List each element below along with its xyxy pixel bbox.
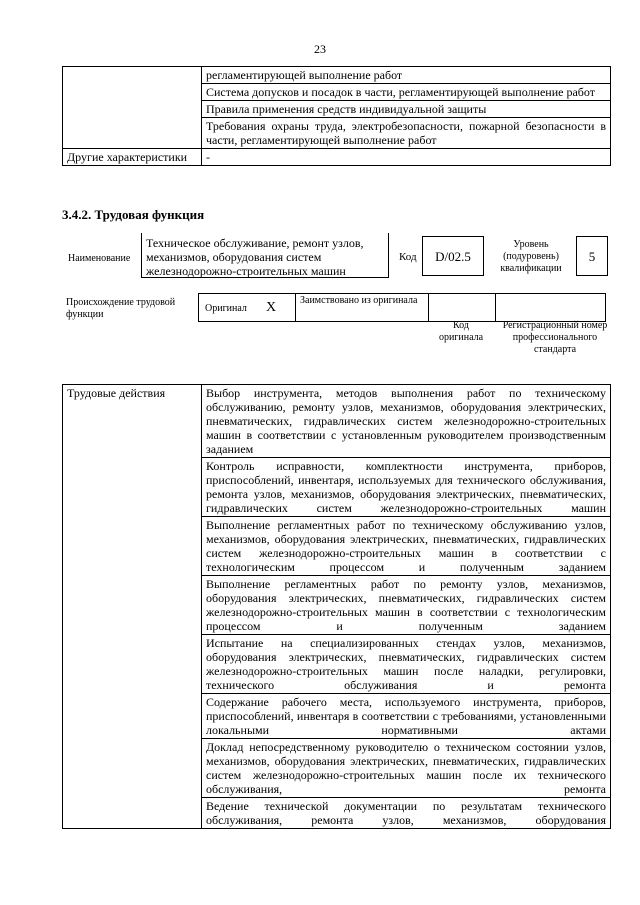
table-row: Система допусков и посадок в части, регламентирующей выполнение работ <box>202 84 611 101</box>
borrowed-label: Заимствовано из оригинала <box>300 295 418 306</box>
other-characteristics-label: Другие характеристики <box>63 149 202 166</box>
code-caption: Код оригинала <box>438 320 484 343</box>
code-label: Код <box>399 251 417 263</box>
labor-actions-table <box>62 384 611 829</box>
table-row: Требования охраны труда, электробезопасности, пожарной безопасности в части, регламентирующей выполнение работ <box>202 118 611 149</box>
table-row: Выполнение регламентных работ по техническому обслуживанию узлов, механизмов, оборудования электрических, пневматических, гидравлических систем железнодорожно-строительных машин в соответствии с технологическим процессом и полученным заданием <box>202 517 611 576</box>
table-row: Контроль исправности, комплектности инструмента, приборов, приспособлений, инвентаря, используемых для технического обслуживания, ремонта узлов, механизмов, оборудования электрических, пневматических, гидравлических систем железнодорожно-строительных машин <box>202 458 611 517</box>
labor-actions-label: Трудовые действия <box>63 385 202 829</box>
original-mark: X <box>266 300 277 315</box>
table-row: Выбор инструмента, методов выполнения работ по техническому обслуживанию, ремонту узлов, механизмов, оборудования электрических, пневматических, гидравлических систем железнодорожно-строительных машин в соответствии с установленным руководителем производственным заданием <box>202 385 611 458</box>
table-row: Содержание рабочего места, используемого инструмента, приборов, приспособлений, инвентаря в соответствии с требованиями, установленными локальными нормативными актами <box>202 694 611 739</box>
table-row: регламентирующей выполнение работ <box>202 67 611 84</box>
table-row: Испытание на специализированных стендах узлов, механизмов, оборудования электрических, пневматических, гидравлических систем железнодорожно-строительных машин после наладки, регулировки, технического обслуживания и ремонта <box>202 635 611 694</box>
reg-caption: Регистрационный номер профессионального стандарта <box>502 320 608 355</box>
code-value: D/02.5 <box>422 236 484 276</box>
page-number: 23 <box>314 42 326 56</box>
section-heading: 3.4.2. Трудовая функция <box>62 207 205 222</box>
original-label: Оригинал <box>205 303 247 314</box>
table-row: Правила применения средств индивидуальной защиты <box>202 101 611 118</box>
divider <box>495 293 496 322</box>
continuation-table <box>62 66 611 166</box>
empty-label-cell <box>63 67 202 149</box>
divider <box>295 293 296 322</box>
name-value: Техническое обслуживание, ремонт узлов, механизмов, оборудования систем железнодорожно-строительных машин <box>141 233 389 278</box>
origin-label: Происхождение трудовой функции <box>66 297 176 320</box>
name-label: Наименование <box>68 253 131 264</box>
other-characteristics-value: - <box>202 149 611 166</box>
table-row: Ведение технической документации по результатам технического обслуживания, ремонта узлов, механизмов, оборудования <box>202 798 611 829</box>
table-row: Выполнение регламентных работ по ремонту узлов, механизмов, оборудования электрических, пневматических, гидравлических систем железнодорожно-строительных машин в соответствии с технологическим процессом и полученным заданием <box>202 576 611 635</box>
level-value: 5 <box>576 236 608 276</box>
divider <box>428 293 429 322</box>
table-row: Доклад непосредственному руководителю о техническом состоянии узлов, механизмов, оборудования электрических, пневматических, гидравлических систем железнодорожно-строительных машин после их технического обслуживания, ремонта <box>202 739 611 798</box>
level-label: Уровень (подуровень) квалификации <box>500 239 562 274</box>
